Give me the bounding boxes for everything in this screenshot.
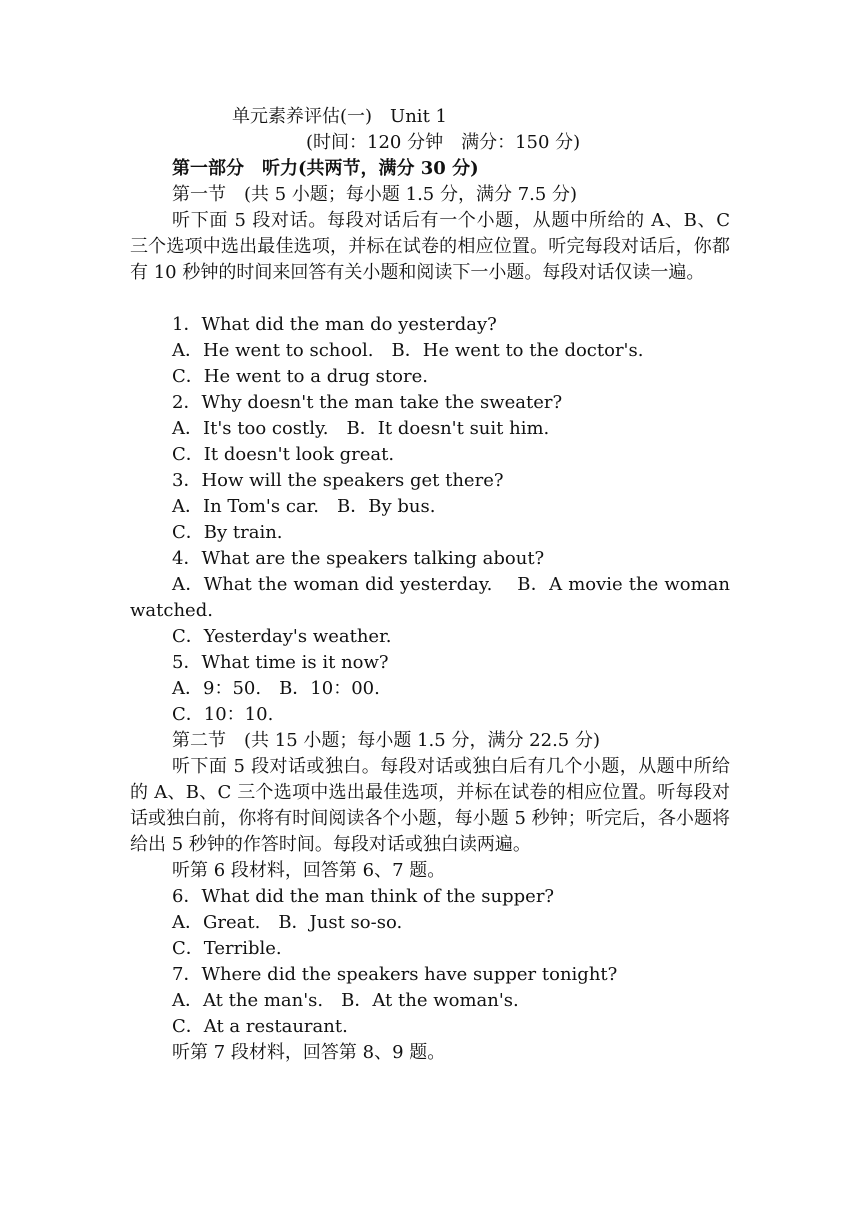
question-1-option-a: A．He went to school. bbox=[172, 340, 374, 361]
question-6-options-ab bbox=[130, 910, 730, 936]
question-1-options-ab bbox=[130, 338, 730, 364]
question-6-option-a: A．Great. bbox=[172, 912, 261, 933]
question-3-options-ab bbox=[130, 494, 730, 520]
question-1-option-c: C．He went to a drug store. bbox=[172, 366, 428, 387]
exam-subtitle: (时间：120 分钟 满分：150 分) bbox=[306, 132, 581, 153]
question-2-option-b: B．It doesn't suit him. bbox=[346, 418, 550, 439]
question-2-stem: 2．Why doesn't the man take the sweater? bbox=[172, 392, 563, 413]
question-3-option-a: A．In Tom's car. bbox=[172, 496, 320, 517]
exam-page bbox=[130, 104, 730, 1066]
question-7-options-ab bbox=[130, 988, 730, 1014]
section2-heading: 第二节 (共 15 小题；每小题 1.5 分，满分 22.5 分) bbox=[172, 730, 600, 751]
question-7-option-c: C．At a restaurant. bbox=[172, 1016, 348, 1037]
question-4-option-b-part: B．A movie the woman bbox=[517, 574, 730, 595]
question-1-stem: 1．What did the man do yesterday? bbox=[172, 314, 497, 335]
question-6-option-c: C．Terrible. bbox=[172, 938, 282, 959]
question-7-stem: 7．Where did the speakers have supper tonight? bbox=[172, 964, 618, 985]
question-5-option-b: B．10：00. bbox=[279, 678, 380, 699]
material-7-instruction: 听第 7 段材料，回答第 8、9 题。 bbox=[172, 1042, 446, 1063]
question-4-option-b-continuation: watched. bbox=[130, 600, 213, 621]
question-5-options-ab bbox=[130, 676, 730, 702]
question-1-option-b: B．He went to the doctor's. bbox=[391, 340, 644, 361]
question-4-option-c: C．Yesterday's weather. bbox=[172, 626, 392, 647]
question-6-option-b: B．Just so-so. bbox=[278, 912, 403, 933]
exam-title: 单元素养评估(一) Unit 1 bbox=[232, 106, 447, 127]
question-3-option-b: B．By bus. bbox=[337, 496, 436, 517]
question-5-option-c: C．10：10. bbox=[172, 704, 274, 725]
question-4-stem: 4．What are the speakers talking about? bbox=[172, 548, 545, 569]
question-2-option-c: C．It doesn't look great. bbox=[172, 444, 395, 465]
question-2-option-a: A．It's too costly. bbox=[172, 418, 329, 439]
question-3-stem: 3．How will the speakers get there? bbox=[172, 470, 504, 491]
section1-instructions: 听下面 5 段对话。每段对话后有一个小题，从题中所给的 A、B、C 三个选项中选出最佳选项，并标在试卷的相应位置。听完每段对话后，你都有 10 秒钟的时间来回答有关小题和阅读下一小题。每段对话仅读一遍。 bbox=[130, 210, 730, 283]
question-4-options-ab bbox=[130, 572, 730, 598]
question-7-option-a: A．At the man's. bbox=[172, 990, 324, 1011]
question-2-options-ab bbox=[130, 416, 730, 442]
question-3-option-c: C．By train. bbox=[172, 522, 283, 543]
section1-heading: 第一节 (共 5 小题；每小题 1.5 分，满分 7.5 分) bbox=[172, 184, 578, 205]
material-6-instruction: 听第 6 段材料，回答第 6、7 题。 bbox=[172, 860, 446, 881]
spacer bbox=[130, 286, 730, 312]
question-6-stem: 6．What did the man think of the supper? bbox=[172, 886, 555, 907]
question-5-stem: 5．What time is it now? bbox=[172, 652, 389, 673]
question-5-option-a: A．9：50. bbox=[172, 678, 262, 699]
section2-instructions: 听下面 5 段对话或独白。每段对话或独白后有几个小题，从题中所给的 A、B、C 三个选项中选出最佳选项，并标在试卷的相应位置。听每段对话或独白前，你将有时间阅读各个小题，每小题 5 秒钟；听完后，各小题将给出 5 秒钟的作答时间。每段对话或独白读两遍。 bbox=[130, 756, 730, 855]
part1-heading: 第一部分 听力(共两节，满分 30 分) bbox=[172, 158, 479, 179]
question-7-option-b: B．At the woman's. bbox=[341, 990, 519, 1011]
question-4-option-a: A．What the woman did yesterday. bbox=[172, 574, 493, 595]
